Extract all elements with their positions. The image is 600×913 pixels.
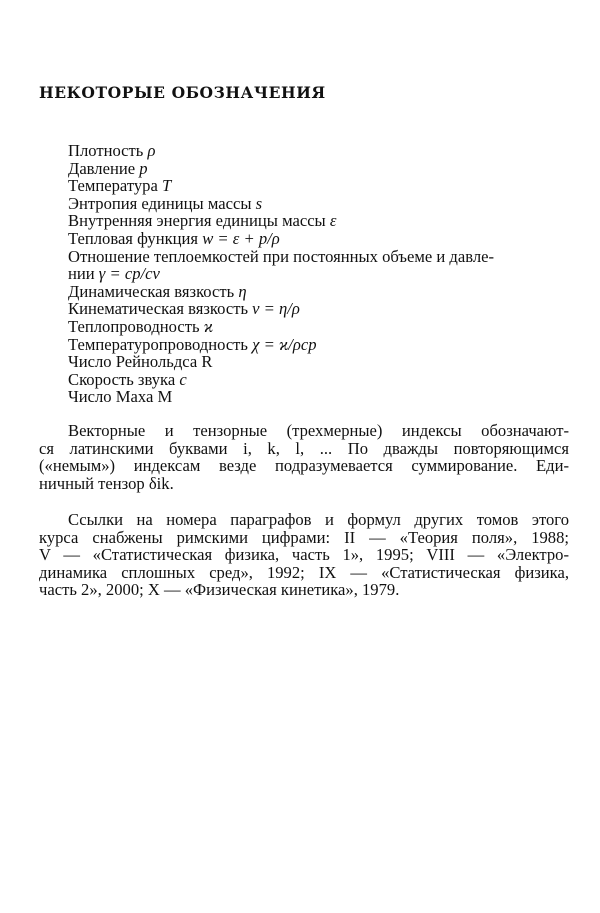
paragraph-line: динамика сплошных сред», 1992; IX — «Статистическая физика,	[39, 562, 569, 582]
notation-symbol: s	[255, 193, 263, 213]
notation-label: Тепловая функция	[68, 228, 203, 248]
paragraph-references	[39, 511, 569, 599]
notation-item	[68, 265, 568, 283]
notation-symbol: ε	[329, 211, 337, 231]
paragraph-line: курса снабжены римскими цифрами: II — «Теория поля», 1988;	[39, 527, 569, 547]
notation-item	[68, 248, 568, 266]
paragraph-line: Ссылки на номера параграфов и формул других томов этого	[68, 510, 569, 529]
notation-label: Давление	[68, 158, 140, 178]
page-heading: НЕКОТОРЫЕ ОБОЗНАЧЕНИЯ	[39, 83, 326, 102]
paragraph-line: («немым») индексам везде подразумевается суммирование. Еди-	[39, 456, 569, 476]
notation-symbol: ν = η/ρ	[252, 299, 300, 319]
notation-label: Отношение теплоемкостей при постоянных объеме и давле-	[68, 246, 494, 266]
paragraph-line: часть 2», 2000; X — «Физическая кинетика», 1979.	[39, 580, 400, 600]
paragraph-line: ся латинскими буквами i, k, l, ... По дважды повторяющимся	[39, 438, 569, 458]
notation-item	[68, 336, 568, 354]
notation-item	[68, 195, 568, 213]
notation-item	[68, 212, 568, 230]
notation-label: Скорость звука	[68, 369, 180, 389]
notation-label: Число Маха	[68, 387, 158, 407]
notation-item	[68, 142, 568, 160]
notation-symbol: p	[139, 158, 148, 178]
notation-symbol: c	[179, 369, 187, 389]
notation-item	[68, 318, 568, 336]
notation-label: Число Рейнольдса	[68, 352, 202, 372]
notation-label: Энтропия единицы массы	[68, 193, 256, 213]
notation-item	[68, 177, 568, 195]
notation-label: Динамическая вязкость	[68, 281, 239, 301]
notation-list	[68, 142, 568, 406]
notation-symbol: γ = cp/cv	[98, 264, 160, 284]
notation-symbol: R	[201, 352, 213, 372]
notation-item	[68, 230, 568, 248]
notation-label: Плотность	[68, 141, 148, 160]
notation-item	[68, 353, 568, 371]
paragraph-line: ничный тензор δik.	[39, 473, 174, 493]
notation-symbol: η	[238, 281, 247, 301]
notation-label: Теплопроводность	[68, 316, 204, 336]
notation-label: Температура	[68, 176, 162, 196]
notation-symbol: ϰ	[203, 316, 214, 336]
notation-label: Температуропроводность	[68, 334, 253, 354]
notation-item	[68, 283, 568, 301]
notation-item	[68, 371, 568, 389]
paragraph-line: Векторные и тензорные (трехмерные) индексы обозначают-	[68, 421, 569, 440]
notation-label: Внутренняя энергия единицы массы	[68, 211, 330, 231]
notation-symbol: χ = ϰ/ρcp	[252, 334, 317, 354]
notation-symbol: T	[162, 176, 172, 196]
paragraph-line: V — «Статистическая физика, часть 1», 1995; VIII — «Электро-	[39, 545, 569, 565]
notation-item	[68, 300, 568, 318]
notation-item	[68, 160, 568, 178]
notation-symbol: ρ	[147, 141, 156, 160]
notation-symbol: w = ε + p/ρ	[202, 228, 280, 248]
notation-label: нии	[68, 264, 99, 284]
notation-symbol: M	[157, 387, 173, 407]
paragraph-indices	[39, 422, 569, 492]
notation-item	[68, 388, 568, 406]
notation-label: Кинематическая вязкость	[68, 299, 253, 319]
